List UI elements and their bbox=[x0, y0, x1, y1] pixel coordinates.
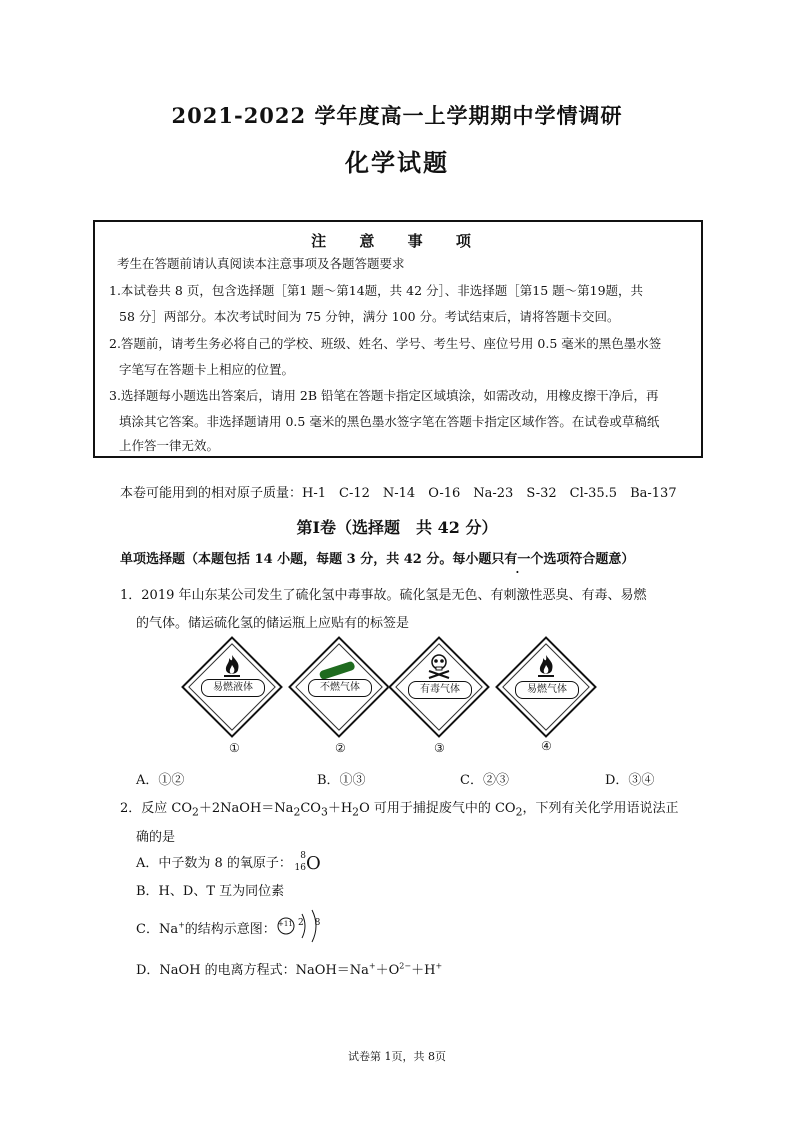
q2-option-d-charge-1: + bbox=[368, 961, 376, 971]
q2-option-d-text-a: D．NaOH 的电离方程式：NaOH＝Na bbox=[136, 963, 369, 978]
q2-option-a bbox=[136, 852, 321, 874]
notice-item-2-line-1: 2.答题前，请考生务必将自己的学校、班级、姓名、学号、考生号、座位号用 0.5 毫米的黑色墨水签 bbox=[109, 336, 662, 351]
q1-option-a: A．①② bbox=[136, 773, 185, 788]
q2-option-d-charge-2: 2− bbox=[399, 961, 412, 971]
q1-option-c: C．②③ bbox=[460, 773, 509, 788]
q2-text-f: ，下列有关化学用语说法正 bbox=[522, 801, 679, 816]
q1-option-d: D．③④ bbox=[605, 773, 655, 788]
q1-option-b: B．①③ bbox=[317, 773, 366, 788]
hazard-label-4-text: 易燃气体 bbox=[515, 681, 579, 699]
isotope-sub: 16 bbox=[294, 862, 306, 873]
q2-sub: 2 bbox=[293, 805, 301, 819]
q2-stem-line-1 bbox=[120, 797, 679, 819]
instruction-part-b: 选项符合题意） bbox=[543, 552, 635, 567]
atomic-structure-diagram bbox=[276, 906, 336, 946]
hazard-label-1-text: 易燃液体 bbox=[201, 679, 265, 697]
hazard-label-3 bbox=[389, 637, 489, 737]
label-number-4: ④ bbox=[541, 739, 552, 753]
hazard-label-1 bbox=[182, 637, 282, 737]
hazard-label-2 bbox=[289, 637, 389, 737]
section-instruction bbox=[120, 548, 634, 567]
hazard-label-4 bbox=[496, 637, 596, 737]
notice-item-3-line-2: 填涂其它答案。非选择题请用 0.5 毫米的黑色墨水签字笔在答题卡指定区域作答。在试卷或草稿纸 bbox=[119, 414, 660, 429]
notice-box bbox=[93, 220, 703, 458]
q2-sub: 2 bbox=[515, 805, 523, 819]
label-number-3: ③ bbox=[434, 741, 445, 755]
q2-option-d-charge-3: + bbox=[435, 961, 443, 971]
exam-subject: 化学试题 bbox=[345, 148, 449, 177]
nucleus-charge: +11 bbox=[278, 920, 293, 928]
q2-option-d-text-b: ＋O bbox=[375, 963, 400, 978]
notice-item-3-line-3: 上作答一律无效。 bbox=[119, 438, 220, 453]
notice-item-3-line-1: 3.选择题每小题选出答案后，请用 2B 铅笔在答题卡指定区域填涂，如需改动，用橡皮擦干净后，再 bbox=[109, 388, 659, 403]
section-title: 第Ⅰ卷（选择题 共 42 分） bbox=[296, 518, 498, 537]
notice-item-1-line-1: 1.本试卷共 8 页，包含选择题［第1 题～第14题，共 42 分］、非选择题［第15 题～第19题，共 bbox=[109, 283, 644, 298]
q1-stem-line-1: 1．2019 年山东某公司发生了硫化氢中毒事故。硫化氢是无色、有刺激性恶臭、有毒、易燃 bbox=[120, 588, 647, 603]
hazard-label-3-text: 有毒气体 bbox=[408, 681, 472, 699]
flame-icon bbox=[218, 653, 246, 679]
notice-heading: 注 意 事 项 bbox=[311, 232, 485, 250]
page-footer: 试卷第 1页，共 8页 bbox=[348, 1050, 446, 1063]
q2-option-a-text: A．中子数为 8 的氧原子： bbox=[136, 856, 292, 871]
q2-option-d bbox=[136, 959, 442, 978]
atomic-masses: 本卷可能用到的相对原子质量：H-1 C-12 N-14 O-16 Na-23 S-32 Cl-35.5 Ba-137 bbox=[120, 486, 677, 501]
hazard-label-2-text: 不燃气体 bbox=[308, 679, 372, 697]
q2-text-d: ＋H bbox=[327, 801, 353, 816]
q2-stem-line-2: 确的是 bbox=[136, 830, 176, 845]
notice-item-1-line-2: 58 分］两部分。本次考试时间为 75 分钟，满分 100 分。考试结束后，请将答题卡交回。 bbox=[119, 309, 620, 324]
q2-text-c: CO bbox=[300, 801, 321, 816]
exam-title: 2021-2022 学年度高一上学期期中学情调研 bbox=[171, 103, 623, 128]
q2-sub: 3 bbox=[320, 805, 328, 819]
isotope-symbol: O bbox=[305, 853, 321, 874]
label-number-2: ② bbox=[335, 741, 346, 755]
notice-item-2-line-2: 字笔写在答题卡上相应的位置。 bbox=[119, 362, 295, 377]
q2-option-c-rest: 的结构示意图： bbox=[184, 922, 276, 937]
q2-sub: 2 bbox=[352, 805, 360, 819]
skull-icon bbox=[425, 653, 453, 679]
instruction-part-a: 单项选择题（本题包括 14 小题，每题 3 分，共 42 分。每小题 bbox=[120, 552, 492, 567]
notice-intro: 考生在答题前请认真阅读本注意事项及各题答题要求 bbox=[117, 256, 405, 271]
isotope-sup: 8 bbox=[300, 850, 306, 861]
q2-text-a: 2．反应 CO bbox=[120, 801, 193, 816]
q2-text-b: ＋2NaOH＝Na bbox=[198, 801, 294, 816]
q2-option-c-charge: + bbox=[178, 920, 185, 930]
gas-cylinder-icon bbox=[315, 661, 361, 679]
q2-option-d-text-c: ＋H bbox=[411, 963, 436, 978]
q2-text-e: O 可用于捕捉废气中的 CO bbox=[359, 801, 516, 816]
flame-icon bbox=[532, 653, 560, 679]
label-number-1: ① bbox=[229, 741, 240, 755]
q2-option-c-text: C．Na bbox=[136, 922, 179, 937]
q2-sub: 2 bbox=[192, 805, 199, 819]
q2-option-b: B．H、D、T 互为同位素 bbox=[136, 884, 285, 899]
q2-option-c bbox=[136, 918, 276, 937]
instruction-emphasis: 只有一个 bbox=[491, 552, 544, 567]
shell-electrons: 2 8 bbox=[298, 918, 325, 928]
isotope-notation bbox=[292, 850, 306, 873]
q1-stem-line-2: 的气体。储运硫化氢的储运瓶上应贴有的标签是 bbox=[136, 616, 410, 631]
